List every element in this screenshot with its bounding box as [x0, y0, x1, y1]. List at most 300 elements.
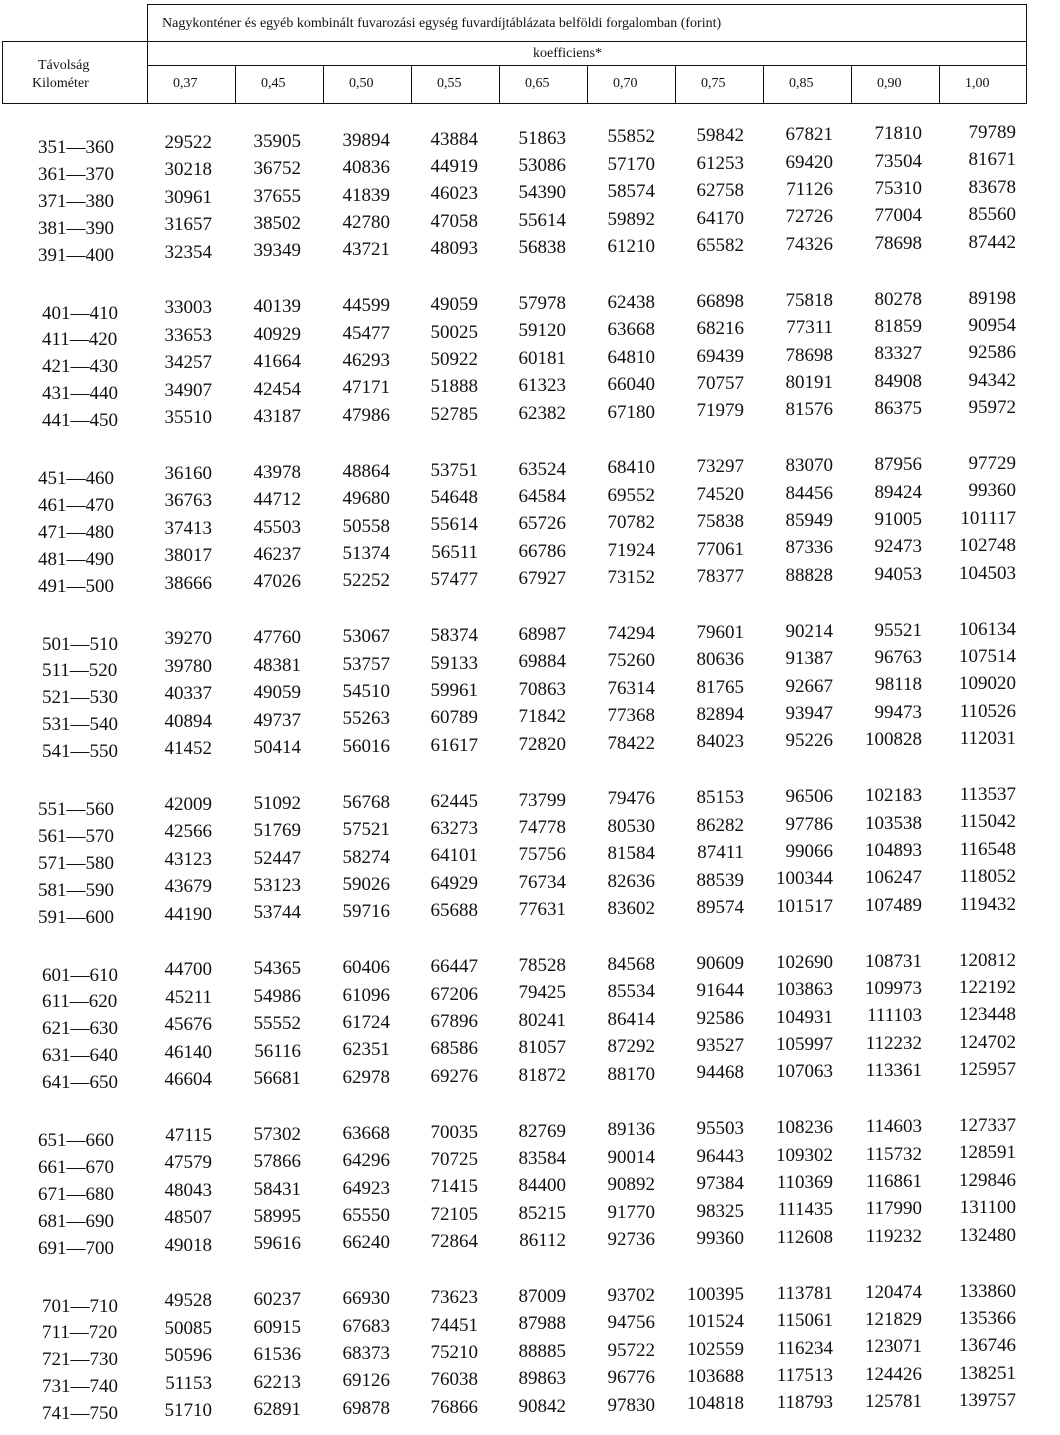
distance-range-cell: 531—540: [42, 714, 118, 736]
tariff-value-cell: 63524: [518, 458, 566, 480]
tariff-value-cell: 57477: [430, 569, 478, 591]
tariff-value-cell: 71126: [786, 179, 833, 200]
tariff-value-cell: 106247: [865, 867, 922, 889]
tariff-value-cell: 120474: [865, 1281, 922, 1303]
tariff-value-cell: 43187: [253, 405, 301, 427]
tariff-value-cell: 72864: [430, 1231, 478, 1253]
tariff-value-cell: 88885: [518, 1340, 566, 1362]
tariff-value-cell: 90609: [696, 952, 744, 974]
tariff-value-cell: 42566: [164, 821, 212, 843]
tariff-value-cell: 42780: [342, 211, 390, 233]
tariff-value-cell: 69439: [696, 345, 744, 367]
tariff-value-cell: 73799: [518, 789, 566, 811]
tariff-value-cell: 104893: [865, 839, 922, 861]
tariff-value-cell: 58995: [253, 1206, 301, 1227]
tariff-value-cell: 102690: [776, 951, 833, 973]
tariff-value-cell: 65550: [342, 1204, 390, 1226]
tariff-value-cell: 56681: [253, 1067, 301, 1089]
coefficient-value: 0,90: [877, 76, 902, 91]
tariff-value-cell: 64101: [430, 845, 478, 867]
tariff-value-cell: 80191: [785, 371, 833, 393]
tariff-value-cell: 84023: [696, 731, 744, 753]
tariff-value-cell: 67180: [607, 401, 655, 423]
tariff-value-cell: 67683: [342, 1315, 390, 1337]
tariff-value-cell: 62758: [696, 180, 744, 202]
tariff-value-cell: 116234: [776, 1337, 833, 1359]
tariff-value-cell: 87411: [697, 842, 744, 864]
coefficient-value: 1,00: [965, 76, 990, 91]
tariff-value-cell: 117513: [776, 1364, 833, 1386]
tariff-value-cell: 49528: [164, 1290, 212, 1312]
distance-range-cell: 561—570: [38, 825, 114, 847]
tariff-value-cell: 54365: [253, 958, 301, 980]
tariff-value-cell: 84568: [607, 953, 655, 975]
tariff-value-cell: 111103: [867, 1005, 922, 1027]
tariff-value-cell: 48093: [430, 238, 478, 260]
tariff-value-cell: 60789: [430, 707, 478, 729]
tariff-value-cell: 49018: [164, 1234, 212, 1256]
tariff-value-cell: 61536: [253, 1344, 301, 1366]
distance-range-cell: 631—640: [42, 1045, 118, 1067]
tariff-value-cell: 47115: [165, 1124, 212, 1146]
tariff-value-cell: 129846: [959, 1169, 1016, 1191]
tariff-value-cell: 43884: [430, 128, 478, 150]
tariff-value-cell: 73623: [430, 1287, 478, 1309]
tariff-value-cell: 80278: [874, 288, 922, 310]
tariff-value-cell: 114603: [865, 1116, 922, 1138]
coefficient-value: 0,85: [789, 76, 814, 91]
tariff-value-cell: 79425: [518, 982, 566, 1004]
tariff-value-cell: 50414: [253, 736, 301, 758]
tariff-value-cell: 56768: [342, 791, 390, 813]
tariff-value-cell: 40337: [164, 683, 212, 705]
tariff-value-cell: 42009: [164, 793, 212, 815]
distance-range-cell: 471—480: [38, 521, 114, 543]
tariff-value-cell: 78422: [607, 732, 655, 754]
tariff-value-cell: 61724: [342, 1012, 390, 1033]
tariff-value-cell: 87336: [785, 537, 833, 559]
tariff-value-cell: 89198: [968, 287, 1016, 309]
tariff-value-cell: 46293: [342, 350, 390, 371]
tariff-value-cell: 92667: [785, 675, 833, 697]
tariff-value-cell: 60915: [253, 1316, 301, 1338]
tariff-value-cell: 106134: [959, 618, 1016, 640]
tariff-value-cell: 50922: [430, 348, 478, 370]
tariff-value-cell: 115732: [865, 1143, 922, 1165]
tariff-value-cell: 128591: [959, 1142, 1016, 1164]
tariff-value-cell: 105997: [776, 1033, 833, 1055]
tariff-value-cell: 59133: [430, 652, 478, 674]
tariff-value-cell: 136746: [959, 1335, 1016, 1357]
tariff-value-cell: 57302: [253, 1123, 301, 1145]
tariff-value-cell: 97729: [968, 453, 1016, 474]
tariff-value-cell: 64929: [430, 872, 478, 894]
tariff-value-cell: 94053: [874, 563, 922, 585]
tariff-value-cell: 46140: [164, 1041, 212, 1063]
tariff-value-cell: 56838: [518, 237, 566, 259]
tariff-value-cell: 62445: [430, 790, 478, 812]
tariff-value-cell: 96776: [607, 1367, 655, 1389]
tariff-value-cell: 75756: [518, 844, 566, 866]
tariff-value-cell: 90842: [518, 1395, 566, 1417]
tariff-value-cell: 112232: [865, 1032, 922, 1054]
tariff-value-cell: 51710: [164, 1400, 212, 1421]
tariff-value-cell: 97830: [607, 1394, 655, 1416]
tariff-value-cell: 118793: [776, 1392, 833, 1414]
tariff-value-cell: 48381: [253, 654, 301, 676]
tariff-value-cell: 30961: [164, 186, 212, 208]
tariff-value-cell: 74451: [430, 1314, 478, 1336]
tariff-value-cell: 77311: [786, 317, 833, 339]
tariff-value-cell: 58574: [607, 181, 655, 203]
tariff-value-cell: 30218: [164, 159, 212, 181]
tariff-value-cell: 51888: [430, 376, 478, 398]
tariff-value-cell: 55552: [253, 1013, 301, 1035]
tariff-value-cell: 71415: [430, 1176, 478, 1198]
distance-range-cell: 651—660: [38, 1130, 114, 1151]
tariff-value-cell: 43721: [342, 239, 390, 261]
tariff-value-cell: 54510: [342, 681, 390, 702]
tariff-value-cell: 42454: [253, 378, 301, 400]
tariff-value-cell: 45477: [342, 322, 390, 344]
tariff-value-cell: 93527: [696, 1035, 744, 1056]
tariff-value-cell: 49680: [342, 488, 390, 510]
tariff-value-cell: 81859: [874, 316, 922, 337]
tariff-value-cell: 113781: [776, 1282, 833, 1304]
tariff-value-cell: 123448: [959, 1004, 1016, 1026]
distance-range-cell: 741—750: [42, 1403, 118, 1425]
tariff-value-cell: 120812: [959, 949, 1016, 971]
tariff-value-cell: 86414: [607, 1008, 655, 1030]
tariff-value-cell: 59026: [342, 873, 390, 895]
tariff-value-cell: 51092: [253, 792, 301, 814]
tariff-value-cell: 44190: [164, 903, 212, 925]
tariff-value-cell: 40139: [253, 296, 301, 318]
tariff-value-cell: 123071: [865, 1336, 922, 1358]
tariff-value-cell: 65688: [430, 900, 478, 922]
tariff-value-cell: 38666: [164, 572, 212, 594]
tariff-value-cell: 89136: [607, 1119, 655, 1141]
tariff-value-cell: 47171: [342, 377, 390, 399]
distance-range-cell: 501—510: [42, 633, 118, 655]
tariff-value-cell: 77004: [874, 205, 922, 227]
tariff-value-cell: 108731: [865, 950, 922, 972]
tariff-value-cell: 109973: [865, 978, 922, 999]
tariff-value-cell: 100395: [687, 1283, 744, 1305]
distance-range-cell: 481—490: [38, 548, 114, 570]
tariff-value-cell: 79601: [696, 621, 744, 643]
tariff-value-cell: 66898: [696, 290, 744, 312]
tariff-value-cell: 83327: [874, 343, 922, 365]
tariff-value-cell: 49737: [253, 709, 301, 731]
tariff-value-cell: 53744: [253, 902, 301, 924]
tariff-value-cell: 84400: [518, 1175, 566, 1197]
tariff-value-cell: 78377: [696, 565, 744, 587]
tariff-value-cell: 90954: [968, 314, 1016, 336]
tariff-value-cell: 55614: [430, 514, 478, 536]
distance-range-cell: 691—700: [38, 1237, 114, 1259]
tariff-value-cell: 44700: [164, 959, 212, 981]
distance-range-cell: 661—670: [38, 1156, 114, 1178]
tariff-value-cell: 50085: [164, 1317, 212, 1339]
distance-range-cell: 401—410: [42, 302, 118, 324]
tariff-value-cell: 69126: [342, 1370, 390, 1392]
tariff-value-cell: 46237: [253, 544, 301, 565]
tariff-value-cell: 121829: [865, 1309, 922, 1330]
tariff-value-cell: 39780: [164, 655, 212, 677]
distance-range-cell: 721—730: [42, 1349, 118, 1371]
tariff-value-cell: 32354: [164, 241, 212, 263]
tariff-value-cell: 52447: [253, 847, 301, 869]
tariff-value-cell: 34257: [164, 352, 212, 374]
coefficient-value: 0,65: [525, 76, 550, 91]
distance-range-cell: 601—610: [42, 964, 118, 986]
tariff-value-cell: 63273: [430, 818, 478, 839]
tariff-value-cell: 82894: [696, 704, 744, 725]
tariff-value-cell: 75210: [430, 1341, 478, 1363]
tariff-value-cell: 74520: [696, 483, 744, 505]
tariff-value-cell: 29522: [164, 131, 212, 153]
tariff-value-cell: 131100: [959, 1197, 1016, 1219]
tariff-value-cell: 71924: [607, 539, 655, 561]
tariff-value-cell: 64923: [342, 1177, 390, 1199]
tariff-value-cell: 116548: [959, 838, 1016, 860]
distance-range-cell: 351—360: [38, 137, 114, 158]
tariff-value-cell: 70035: [430, 1121, 478, 1143]
tariff-value-cell: 48864: [342, 460, 390, 482]
tariff-value-cell: 92473: [874, 536, 922, 558]
tariff-value-cell: 87988: [518, 1313, 566, 1335]
tariff-value-cell: 74326: [785, 233, 833, 255]
distance-range-cell: 521—530: [42, 687, 118, 709]
tariff-value-cell: 58431: [253, 1178, 301, 1200]
distance-range-cell: 731—740: [42, 1376, 118, 1398]
coefficient-value: 0,50: [349, 76, 374, 91]
distance-range-cell: 371—380: [38, 190, 114, 212]
tariff-value-cell: 89574: [696, 896, 744, 918]
tariff-value-cell: 138251: [959, 1362, 1016, 1384]
tariff-value-cell: 94468: [696, 1062, 744, 1084]
tariff-value-cell: 51863: [518, 127, 566, 149]
tariff-value-cell: 47986: [342, 404, 390, 426]
tariff-value-cell: 95521: [874, 619, 922, 641]
tariff-value-cell: 83584: [518, 1147, 566, 1169]
tariff-value-cell: 87956: [874, 454, 922, 476]
tariff-value-cell: 81057: [518, 1037, 566, 1059]
tariff-value-cell: 71979: [696, 400, 744, 422]
tariff-value-cell: 127337: [959, 1115, 1016, 1136]
tariff-value-cell: 133860: [959, 1280, 1016, 1302]
tariff-value-cell: 98325: [696, 1200, 744, 1222]
tariff-value-cell: 40894: [164, 710, 212, 732]
tariff-value-cell: 72726: [785, 206, 833, 228]
tariff-value-cell: 92586: [968, 342, 1016, 364]
tariff-value-cell: 58374: [430, 625, 478, 647]
tariff-value-cell: 95503: [696, 1118, 744, 1140]
tariff-value-cell: 34907: [164, 379, 212, 401]
tariff-value-cell: 75838: [696, 511, 744, 533]
tariff-value-cell: 96506: [785, 786, 833, 808]
tariff-value-cell: 66447: [430, 956, 478, 978]
tariff-value-cell: 88539: [696, 869, 744, 891]
tariff-value-cell: 51374: [342, 542, 390, 564]
tariff-value-cell: 44919: [430, 156, 478, 177]
tariff-value-cell: 43123: [164, 848, 212, 870]
tariff-value-cell: 94342: [968, 369, 1016, 391]
tariff-value-cell: 55852: [607, 126, 655, 148]
distance-range-cell: 711—720: [42, 1322, 118, 1344]
coefficient-value: 0,75: [701, 76, 726, 91]
tariff-value-cell: 37655: [253, 185, 301, 207]
tariff-value-cell: 70757: [696, 373, 744, 394]
tariff-value-cell: 64170: [696, 207, 744, 229]
distance-range-cell: 381—390: [38, 217, 114, 239]
distance-range-cell: 451—460: [38, 468, 114, 489]
tariff-value-cell: 37413: [164, 517, 212, 539]
tariff-value-cell: 112031: [959, 728, 1016, 750]
tariff-value-cell: 104818: [687, 1393, 744, 1415]
tariff-value-cell: 44712: [253, 489, 301, 511]
tariff-value-cell: 81584: [607, 843, 655, 865]
tariff-value-cell: 113537: [959, 784, 1016, 805]
tariff-value-cell: 41452: [164, 738, 212, 759]
tariff-value-cell: 66930: [342, 1288, 390, 1310]
tariff-value-cell: 112608: [776, 1226, 833, 1248]
tariff-value-cell: 47058: [430, 210, 478, 232]
tariff-value-cell: 85560: [968, 204, 1016, 226]
distance-range-cell: 361—370: [38, 163, 114, 185]
tariff-value-cell: 56016: [342, 735, 390, 757]
tariff-value-cell: 33003: [164, 297, 212, 319]
distance-range-cell: 461—470: [38, 494, 114, 516]
tariff-value-cell: 66786: [518, 540, 566, 562]
tariff-value-cell: 101117: [960, 507, 1016, 529]
tariff-value-cell: 73152: [607, 567, 655, 588]
tariff-value-cell: 99066: [785, 841, 833, 862]
tariff-value-cell: 88170: [607, 1063, 655, 1085]
tariff-value-cell: 125781: [865, 1391, 922, 1413]
tariff-value-cell: 78698: [785, 344, 833, 366]
distance-range-cell: 411—420: [42, 329, 118, 351]
tariff-value-cell: 61096: [342, 984, 390, 1006]
distance-header-line2: Kilométer: [32, 76, 89, 91]
tariff-value-cell: 80241: [518, 1009, 566, 1031]
tariff-value-cell: 95972: [968, 397, 1016, 419]
tariff-value-cell: 41839: [342, 184, 390, 206]
tariff-value-cell: 99360: [968, 480, 1016, 502]
tariff-value-cell: 78698: [874, 232, 922, 254]
tariff-value-cell: 91770: [607, 1201, 655, 1223]
tariff-value-cell: 87292: [607, 1036, 655, 1058]
tariff-value-cell: 69884: [518, 651, 566, 673]
tariff-value-cell: 81671: [968, 149, 1016, 171]
tariff-value-cell: 84908: [874, 370, 922, 392]
tariff-value-cell: 61617: [430, 734, 478, 756]
tariff-value-cell: 70782: [607, 512, 655, 534]
tariff-value-cell: 45503: [253, 516, 301, 538]
tariff-value-cell: 102559: [687, 1338, 744, 1360]
tariff-value-cell: 96443: [696, 1145, 744, 1167]
tariff-value-cell: 51769: [253, 820, 301, 842]
tariff-value-cell: 85949: [785, 510, 833, 531]
tariff-value-cell: 54390: [518, 182, 566, 204]
distance-range-cell: 571—580: [38, 852, 114, 874]
tariff-value-cell: 71810: [874, 123, 922, 145]
tariff-value-cell: 72820: [518, 733, 566, 755]
tariff-value-cell: 35905: [253, 130, 301, 152]
tariff-value-cell: 75260: [607, 650, 655, 672]
tariff-value-cell: 53757: [342, 653, 390, 675]
tariff-value-cell: 33653: [164, 324, 212, 346]
tariff-value-cell: 59892: [607, 208, 655, 230]
coefficient-value: 0,70: [613, 76, 638, 91]
tariff-value-cell: 49059: [253, 682, 301, 704]
tariff-value-cell: 59120: [518, 320, 566, 342]
tariff-value-cell: 91005: [874, 508, 922, 530]
tariff-value-cell: 85215: [518, 1202, 566, 1224]
tariff-value-cell: 77631: [518, 899, 566, 921]
tariff-value-cell: 60237: [253, 1289, 301, 1311]
tariff-value-cell: 100344: [776, 868, 833, 890]
tariff-value-cell: 43679: [164, 876, 212, 898]
tariff-value-cell: 53067: [342, 626, 390, 648]
tariff-value-cell: 39270: [164, 628, 212, 650]
tariff-value-cell: 92586: [696, 1007, 744, 1029]
tariff-value-cell: 61253: [696, 152, 744, 174]
tariff-value-cell: 81765: [696, 676, 744, 698]
tariff-value-cell: 68410: [607, 457, 655, 479]
tariff-value-cell: 57866: [253, 1151, 301, 1173]
tariff-value-cell: 104503: [959, 562, 1016, 584]
tariff-value-cell: 58274: [342, 846, 390, 868]
tariff-value-cell: 62438: [607, 291, 655, 313]
tariff-value-cell: 38017: [164, 545, 212, 567]
distance-range-cell: 641—650: [42, 1072, 118, 1094]
tariff-value-cell: 47579: [164, 1152, 212, 1174]
tariff-value-cell: 57978: [518, 293, 566, 314]
tariff-value-cell: 47026: [253, 571, 301, 593]
tariff-value-cell: 111435: [777, 1199, 833, 1221]
tariff-value-cell: 103863: [776, 979, 833, 1001]
distance-range-cell: 611—620: [42, 991, 118, 1013]
tariff-value-cell: 102748: [959, 535, 1016, 557]
tariff-value-cell: 53123: [253, 875, 301, 896]
tariff-value-cell: 39894: [342, 129, 390, 151]
tariff-value-cell: 45211: [165, 986, 212, 1008]
tariff-value-cell: 38502: [253, 213, 301, 234]
tariff-value-cell: 135366: [959, 1307, 1016, 1329]
tariff-value-cell: 93702: [607, 1284, 655, 1306]
tariff-value-cell: 36752: [253, 158, 301, 180]
tariff-value-cell: 66240: [342, 1232, 390, 1254]
tariff-value-cell: 64584: [518, 485, 566, 507]
tariff-value-cell: 56116: [254, 1040, 301, 1062]
distance-range-cell: 491—500: [38, 575, 114, 597]
table-title: Nagykonténer és egyéb kombinált fuvarozási egység fuvardíjtáblázata belföldi forgalomban (forint): [162, 16, 722, 31]
tariff-value-cell: 116861: [865, 1170, 922, 1192]
tariff-value-cell: 69552: [607, 484, 655, 506]
tariff-value-cell: 85534: [607, 981, 655, 1003]
tariff-value-cell: 92736: [607, 1229, 655, 1250]
distance-range-cell: 441—450: [42, 410, 118, 432]
tariff-value-cell: 49059: [430, 294, 478, 316]
tariff-value-cell: 67821: [785, 124, 833, 146]
distance-range-cell: 591—600: [38, 906, 114, 928]
tariff-value-cell: 103688: [687, 1366, 744, 1387]
tariff-value-cell: 110526: [959, 700, 1016, 722]
tariff-value-cell: 81576: [785, 399, 833, 421]
tariff-value-cell: 113361: [865, 1060, 922, 1082]
